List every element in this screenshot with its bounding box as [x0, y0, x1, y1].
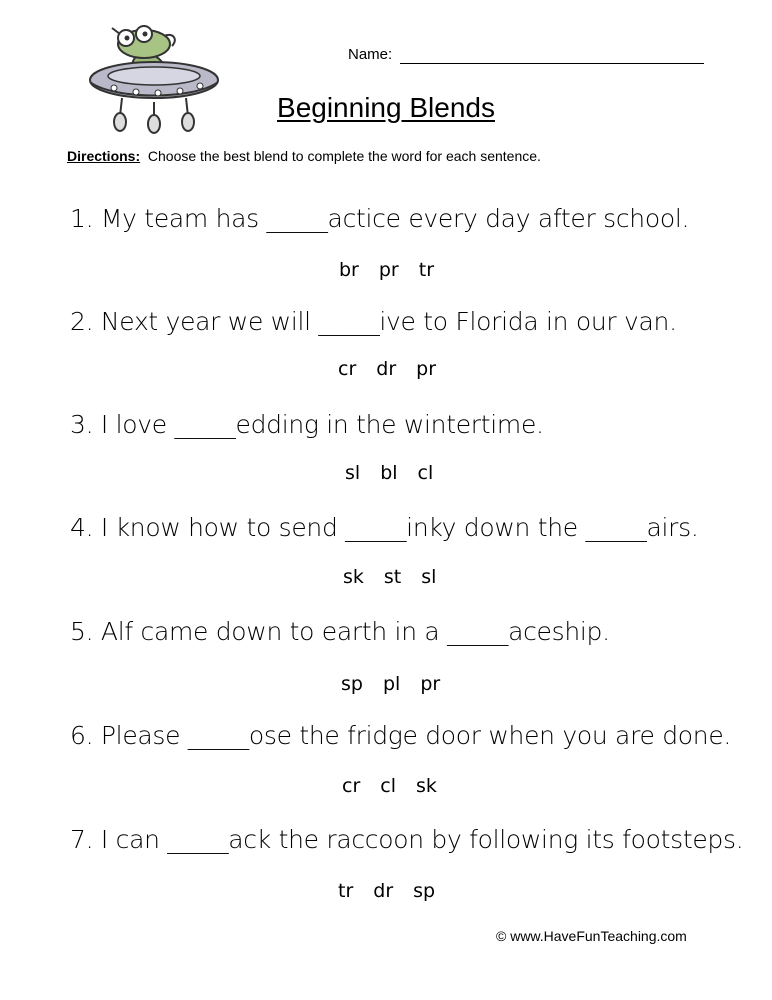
name-blank-line[interactable] [400, 63, 704, 64]
blend-choices [338, 358, 456, 380]
question-sentence: 1. My team has _____actice every day after school. [70, 204, 690, 233]
choice-option[interactable]: pr [416, 358, 437, 380]
choice-option[interactable]: pr [420, 673, 441, 695]
blend-choices [343, 566, 456, 588]
choice-option[interactable]: pr [378, 259, 399, 281]
name-field-row [348, 44, 708, 68]
choice-option[interactable]: cr [338, 358, 357, 380]
choice-option[interactable]: st [383, 566, 402, 588]
choice-option[interactable]: cl [417, 462, 434, 484]
blend-choices [338, 880, 455, 902]
blend-choices [339, 259, 454, 281]
name-label: Name: [348, 46, 393, 63]
choice-option[interactable]: cr [342, 775, 361, 797]
directions [67, 148, 541, 164]
question-sentence: 6. Please _____ose the fridge door when you are done. [70, 721, 732, 750]
question-sentence: 3. I love _____edding in the wintertime. [70, 410, 544, 439]
blend-choices [342, 775, 457, 797]
blend-choices [345, 462, 453, 484]
choice-option[interactable]: br [339, 259, 359, 281]
choice-option[interactable]: cl [380, 775, 396, 797]
directions-label: Directions: [67, 148, 141, 164]
choice-option[interactable]: pl [382, 673, 401, 695]
choice-option[interactable]: bl [380, 462, 398, 484]
choice-option[interactable]: sp [413, 880, 436, 902]
directions-text: Choose the best blend to complete the word for each sentence. [147, 148, 541, 164]
question-sentence: 7. I can _____ack the raccoon by following its footsteps. [70, 825, 744, 854]
choice-option[interactable]: sl [421, 566, 437, 588]
choice-option[interactable]: tr [418, 259, 435, 281]
choice-option[interactable]: dr [376, 358, 397, 380]
blend-choices [341, 673, 460, 695]
choice-option[interactable]: sk [416, 775, 437, 797]
question-sentence: 2. Next year we will _____ive to Florida in our van. [70, 307, 677, 336]
choice-option[interactable]: tr [338, 880, 354, 902]
choice-option[interactable]: sl [345, 462, 361, 484]
question-sentence: 4. I know how to send _____inky down the _____airs. [70, 513, 699, 542]
copyright-footer: © www.HaveFunTeaching.com [496, 928, 687, 944]
choice-option[interactable]: dr [373, 880, 394, 902]
choice-option[interactable]: sp [341, 673, 363, 695]
question-sentence: 5. Alf came down to earth in a _____aceship. [70, 617, 610, 646]
choice-option[interactable]: sk [343, 566, 364, 588]
worksheet-title: Beginning Blends [277, 92, 495, 123]
